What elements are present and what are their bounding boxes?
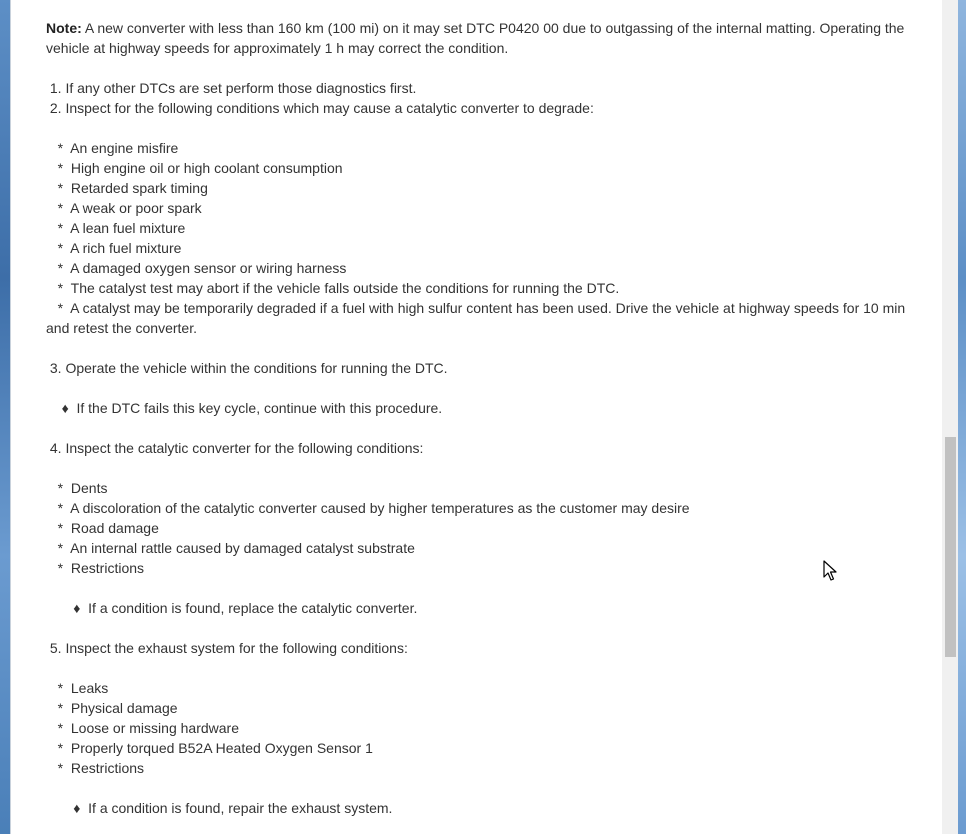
procedure-line: 4. Inspect the catalytic converter for the following conditions: bbox=[46, 440, 424, 456]
note-paragraph bbox=[46, 18, 931, 58]
procedure-line: ♦ If the DTC fails this key cycle, continue with this procedure. bbox=[46, 400, 443, 416]
mouse-pointer-icon bbox=[823, 560, 837, 582]
procedure-line: 2. Inspect for the following conditions which may cause a catalytic converter to degrade: bbox=[46, 100, 594, 116]
note-text: A new converter with less than 160 km (100 mi) on it may set DTC P0420 00 due to outgassing of the internal matting. Operating the vehicle at highway speeds for approximately 1 h may correct the condition. bbox=[46, 20, 909, 56]
vertical-scrollbar[interactable] bbox=[942, 0, 958, 834]
procedure-line: 1. If any other DTCs are set perform those diagnostics first. bbox=[46, 80, 417, 96]
procedure-line: * Properly torqued B52A Heated Oxygen Sensor 1 bbox=[46, 740, 373, 756]
blank-line bbox=[46, 418, 931, 438]
procedure-line: * An engine misfire bbox=[46, 140, 179, 156]
desktop-background-left bbox=[0, 0, 10, 834]
procedure-line: * Retarded spark timing bbox=[46, 180, 208, 196]
blank-line bbox=[46, 378, 931, 398]
procedure-line: * Loose or missing hardware bbox=[46, 720, 239, 736]
blank-line bbox=[46, 578, 931, 598]
scrollbar-thumb[interactable] bbox=[945, 437, 956, 657]
procedure-line: * Restrictions bbox=[46, 760, 145, 776]
procedure-line: * Road damage bbox=[46, 520, 159, 536]
note-label: Note: bbox=[46, 20, 82, 36]
procedure-line: * A lean fuel mixture bbox=[46, 220, 186, 236]
document-panel bbox=[10, 0, 958, 834]
blank-line bbox=[46, 58, 931, 78]
blank-line bbox=[46, 338, 931, 358]
procedure-line: * A catalyst may be temporarily degraded if a fuel with high sulfur content has been used. Drive the vehicle at highway speeds for 10 min and retest the converter. bbox=[46, 300, 910, 336]
procedure-line: * Leaks bbox=[46, 680, 109, 696]
blank-line bbox=[46, 778, 931, 798]
procedure-line: * A discoloration of the catalytic converter caused by higher temperatures as the customer may desire bbox=[46, 500, 690, 516]
procedure-line: * A rich fuel mixture bbox=[46, 240, 182, 256]
procedure-line: * An internal rattle caused by damaged catalyst substrate bbox=[46, 540, 415, 556]
procedure-line: * Dents bbox=[46, 480, 108, 496]
procedure-line: * A damaged oxygen sensor or wiring harness bbox=[46, 260, 347, 276]
procedure-lines bbox=[46, 58, 931, 818]
blank-line bbox=[46, 658, 931, 678]
procedure-line: * Physical damage bbox=[46, 700, 178, 716]
blank-line bbox=[46, 118, 931, 138]
blank-line bbox=[46, 618, 931, 638]
procedure-line: 3. Operate the vehicle within the conditions for running the DTC. bbox=[46, 360, 448, 376]
procedure-line: * Restrictions bbox=[46, 560, 145, 576]
procedure-line: * The catalyst test may abort if the vehicle falls outside the conditions for running the DTC. bbox=[46, 280, 620, 296]
procedure-content bbox=[46, 18, 931, 818]
blank-line bbox=[46, 458, 931, 478]
procedure-line: * High engine oil or high coolant consumption bbox=[46, 160, 343, 176]
procedure-line: ♦ If a condition is found, replace the catalytic converter. bbox=[46, 600, 418, 616]
procedure-line: ♦ If a condition is found, repair the exhaust system. bbox=[46, 800, 393, 816]
desktop-background-right bbox=[958, 0, 966, 834]
procedure-line: * A weak or poor spark bbox=[46, 200, 202, 216]
procedure-line: 5. Inspect the exhaust system for the following conditions: bbox=[46, 640, 408, 656]
